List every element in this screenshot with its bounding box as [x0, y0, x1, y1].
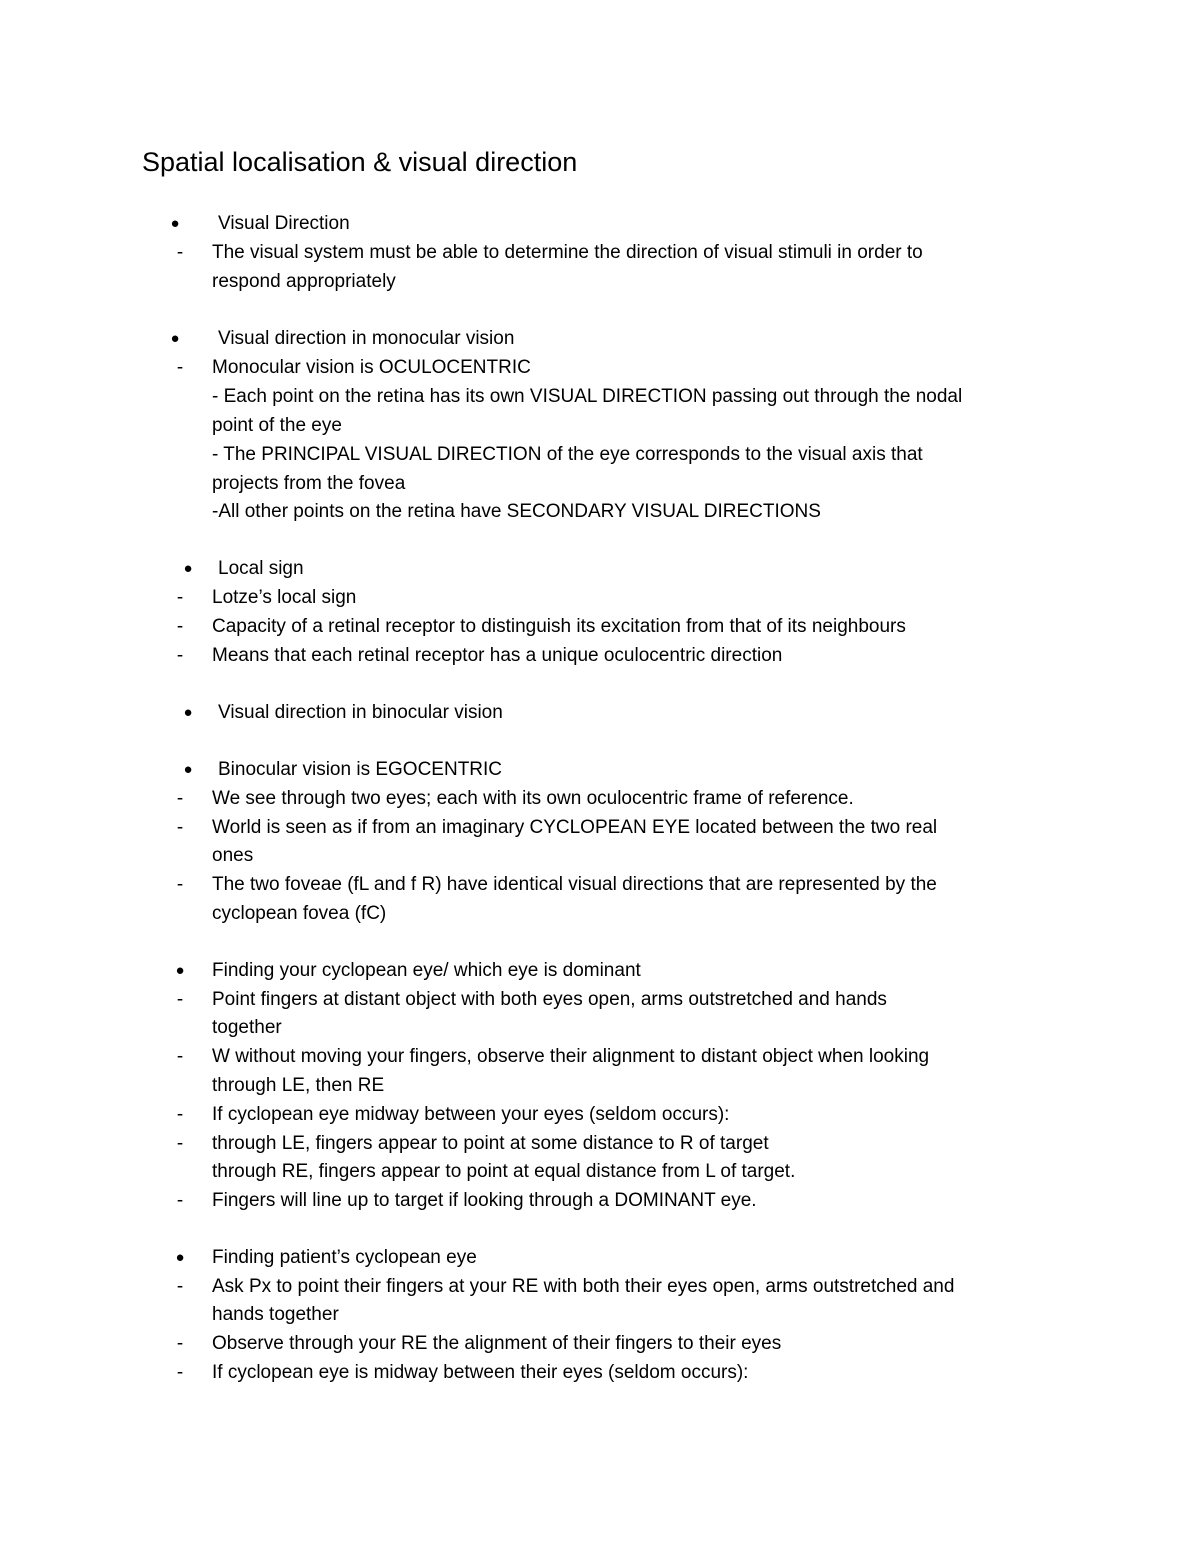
- page-title: Spatial localisation & visual direction: [142, 147, 578, 177]
- dash-icon: -: [176, 1276, 184, 1297]
- bullet-icon: ●: [175, 1249, 185, 1266]
- dash-icon: -: [176, 989, 184, 1010]
- bullet-icon: ●: [183, 560, 193, 577]
- bullet-icon: ●: [183, 761, 193, 778]
- bullet-icon: ●: [175, 962, 185, 979]
- dash-icon: -: [176, 1333, 184, 1354]
- dash-icon: -: [176, 1133, 184, 1154]
- dash-icon: -: [176, 1046, 184, 1067]
- dash-icon: -: [176, 616, 184, 637]
- bullet-icon: ●: [183, 704, 193, 721]
- dash-icon: -: [176, 788, 184, 809]
- dash-icon: -: [176, 242, 184, 263]
- dash-icon: -: [176, 645, 184, 666]
- dash-icon: -: [176, 1362, 184, 1383]
- dash-icon: -: [176, 874, 184, 895]
- dash-icon: -: [176, 587, 184, 608]
- document-page: Spatial localisation & visual direction ● Visual Direction - The visual system must be able to determine the direction of visual stimuli in order to respond appropriately ● Visual direction in monocular vision - Monocular vision is OCULOCENTRIC - Each point on the retina has its own VISUAL DIRECTION passing out through the nodal point of the eye - The PRINCIPAL VISUAL DIRECTION of the eye corresponds to the visual axis that projects from the fovea -All other points on the retina have SECONDARY VISUAL DIRECTIONS ● Local sign - Lotze’s local sign - Capacity of a retinal receptor to distinguish its excitation from that of its neighbours - Means that each retinal receptor has a unique oculocentric direction ● Visual direction in binocular vision ● Binocular vision is EGOCENTRIC - We see through two eyes; each with its own oculocentric frame of reference. - World is seen as if from an imaginary CYCLOPEAN EYE located between the two real ones - The two foveae (fL and f R) have identical visual directions that are represented by the cyclopean fovea (fC) ● Finding your cyclopean eye/ which eye is dominant - Point fingers at distant object with both eyes open, arms outstretched and hands together - W without moving your fingers, observe their alignment to distant object when looking through LE, then RE - If cyclopean eye midway between your eyes (seldom occurs): - through LE, fingers appear to point at some distance to R of target through RE, fingers appear to point at equal distance from L of target. - Fingers will line up to target if looking through a DOMINANT eye. ● Finding patient’s cyclopean eye - Ask Px to point their fingers at your RE with both their eyes open, arms outstretched and hands together - Observe through your RE the alignment of their fingers to their eyes - If cyclopean eye is midway between their eyes (seldom occurs):: [0, 0, 1200, 1553]
- dash-icon: -: [176, 357, 184, 378]
- dash-icon: -: [176, 1104, 184, 1125]
- bullet-icon: ●: [170, 215, 180, 232]
- dash-icon: -: [176, 1190, 184, 1211]
- bullet-icon: ●: [170, 330, 180, 347]
- dash-icon: -: [176, 817, 184, 838]
